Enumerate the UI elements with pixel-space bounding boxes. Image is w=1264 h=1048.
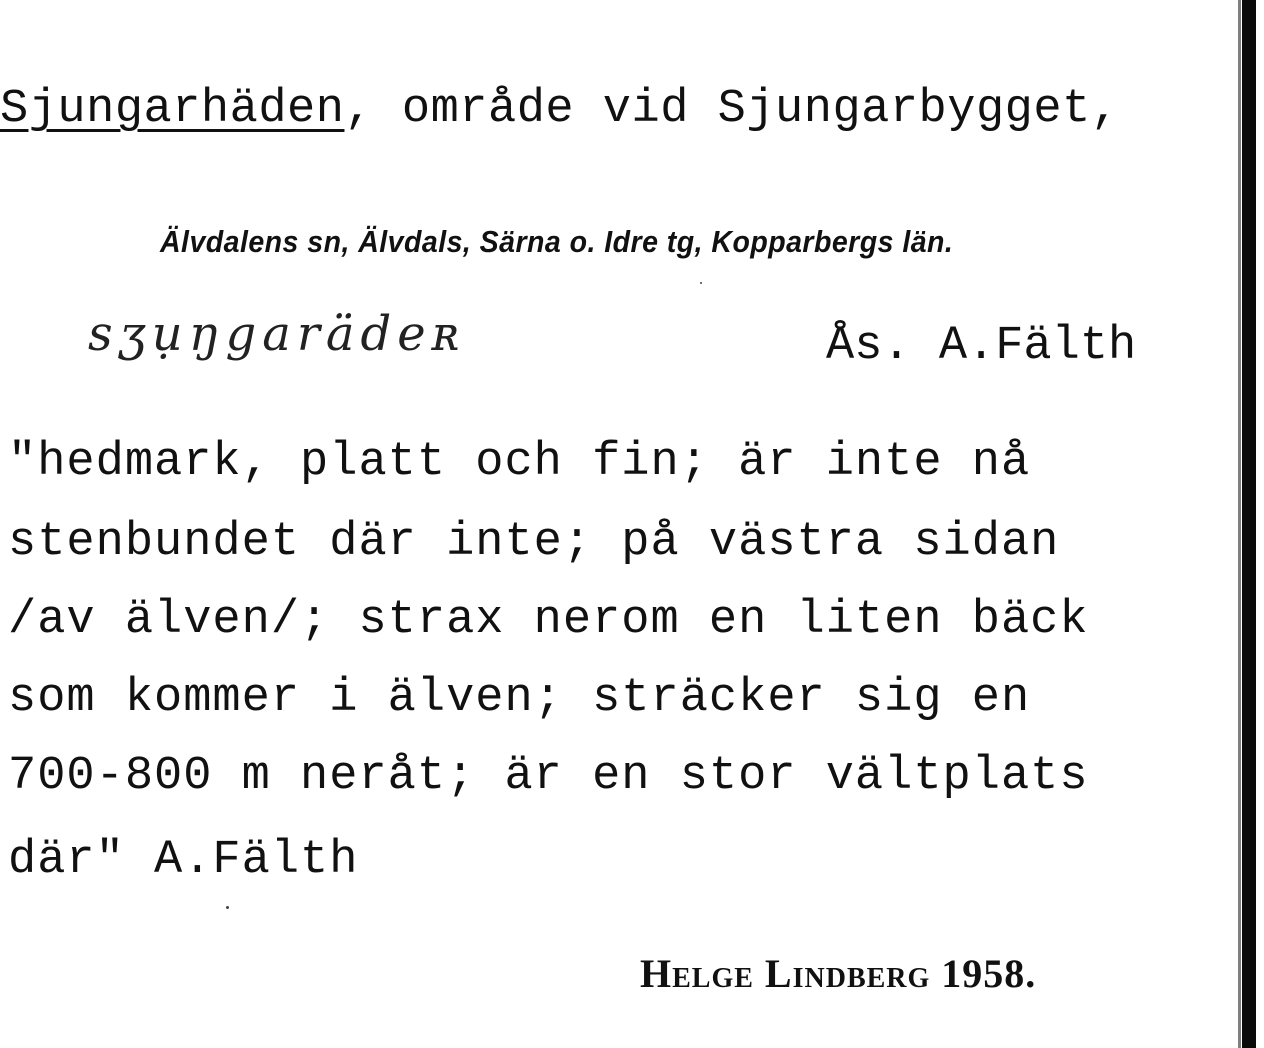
body-line-5: 700-800 m neråt; är en stor vältplats (8, 750, 1089, 803)
collector-signature: Helge Lindberg 1958. (640, 951, 1037, 996)
body-line-6: där" A.Fälth (8, 834, 359, 887)
card-edge-shadow (1238, 0, 1241, 1048)
scan-speck (700, 282, 702, 284)
body-line-2: stenbundet där inte; på västra sidan (8, 516, 1060, 569)
card-edge-bar (1242, 0, 1256, 1048)
body-line-4: som kommer i älven; sträcker sig en (8, 672, 1031, 725)
headword-description: , område vid Sjungarbygget, (344, 83, 1120, 136)
body-line-3: /av älven/; strax nerom en liten bäck (8, 594, 1089, 647)
informant-line: Ås. A.Fälth (826, 320, 1137, 373)
scan-speck (226, 906, 229, 909)
body-line-1: "hedmark, platt och fin; är inte nå (8, 436, 1031, 489)
phonetic-transcription: sʒụŋgarädeʀ (88, 306, 466, 362)
headword: Sjungarhäden (0, 83, 345, 136)
parish-stamp: Älvdalens sn, Älvdals, Särna o. Idre tg, Kopparbergs län. (160, 224, 954, 259)
title-line (0, 83, 1120, 136)
